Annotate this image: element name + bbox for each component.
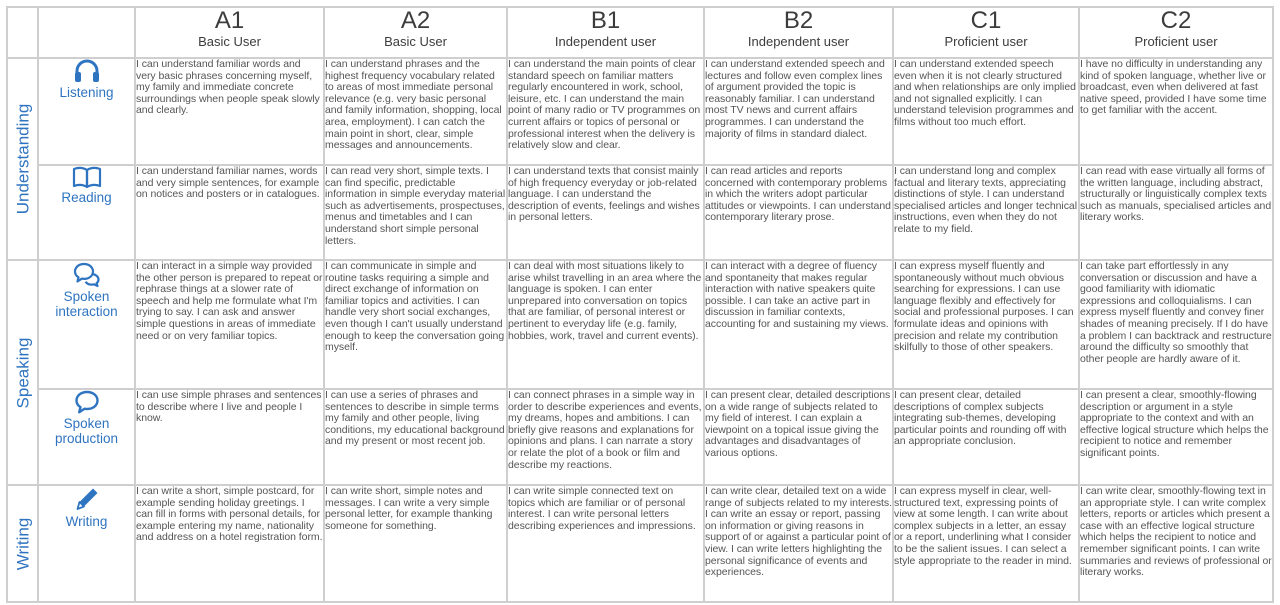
level-code: C1	[970, 7, 1002, 34]
skill-name-line1: Spoken	[63, 416, 110, 431]
descriptor-spoken-production-a2: I can use a series of phrases and sentences to describe in simple terms my family and other people, living conditions, my educational background and my present or most recent job.	[324, 389, 507, 485]
descriptor-spoken-interaction-b2: I can interact with a degree of fluency and spontaneity that makes regular interaction with native speakers quite possible. I can take an active part in discussion in familiar contexts, accounting for and sustaining my views.	[704, 260, 893, 389]
group-label: Speaking	[13, 337, 33, 408]
skill-row-spoken-interaction	[7, 260, 1273, 389]
descriptor-spoken-interaction-a2: I can communicate in simple and routine tasks requiring a simple and direct exchange of information on familiar topics and activities. I can handle very short social exchanges, even though I can't usually understand enough to keep the conversation going myself.	[324, 260, 507, 389]
descriptor-listening-b1: I can understand the main points of clear standard speech on familiar matters regularly encountered in work, school, leisure, etc. I can understand the main point of many radio or TV programmes on current affairs or topics of personal or professional interest when the delivery is relatively slow and clear.	[507, 58, 704, 165]
empty-corner-cell	[7, 7, 38, 58]
skill-row-listening	[7, 58, 1273, 165]
level-label: Proficient user	[1134, 34, 1218, 49]
skill-reading	[38, 165, 135, 260]
descriptor-listening-c1: I can understand extended speech even when it is not clearly structured and when relationships are only implied and not signalled explicitly. I can understand television programmes and films without too much effort.	[893, 58, 1079, 165]
group-label: Understanding	[13, 103, 33, 215]
descriptor-spoken-production-b1: I can connect phrases in a simple way in order to describe experiences and events, my dreams, hopes and ambitions. I can briefly give reasons and explanations for opinions and plans. I can narrate a story or relate the plot of a book or film and describe my reactions.	[507, 389, 704, 485]
group-speaking	[7, 260, 38, 485]
descriptor-reading-b2: I can read articles and reports concerned with contemporary problems in which the writers adopt particular attitudes or viewpoints. I can understand contemporary literary prose.	[704, 165, 893, 260]
level-header-a1	[135, 7, 324, 58]
level-header-a2	[324, 7, 507, 58]
level-code: A2	[400, 7, 431, 34]
descriptor-spoken-interaction-c1: I can express myself fluently and spontaneously without much obvious searching for expressions. I can use language flexibly and effectively for social and professional purposes. I can formulate ideas and opinions with precision and relate my contribution skilfully to those of other speakers.	[893, 260, 1079, 389]
level-label: Proficient user	[944, 34, 1028, 49]
descriptor-reading-a1: I can understand familiar names, words and very simple sentences, for example on notices and posters or in catalogues.	[135, 165, 324, 260]
open-book-icon	[72, 166, 102, 188]
level-code: C2	[1160, 7, 1192, 34]
skill-name-line2: interaction	[55, 304, 118, 319]
descriptor-writing-a1: I can write a short, simple postcard, for example sending holiday greetings. I can fill in forms with personal details, for example entering my name, nationality and address on a hotel registration form.	[135, 485, 324, 602]
descriptor-reading-c1: I can understand long and complex factual and literary texts, appreciating distinctions of style. I can understand specialised articles and longer technical instructions, even when they do not relate to my field.	[893, 165, 1079, 260]
skill-row-writing	[7, 485, 1273, 602]
group-label: Writing	[13, 517, 33, 570]
empty-skill-header-cell	[38, 7, 135, 58]
descriptor-spoken-production-c1: I can present clear, detailed descriptions of complex subjects integrating sub-themes, developing particular points and rounding off with an appropriate conclusion.	[893, 389, 1079, 485]
descriptor-spoken-production-a1: I can use simple phrases and sentences to describe where I live and people I know.	[135, 389, 324, 485]
descriptor-reading-b1: I can understand texts that consist mainly of high frequency everyday or job-related language. I can understand the description of events, feelings and wishes in personal letters.	[507, 165, 704, 260]
header-row	[7, 7, 1273, 58]
group-understanding	[7, 58, 38, 260]
level-label: Independent user	[747, 34, 850, 49]
level-code: B2	[783, 7, 814, 34]
level-header-b1	[507, 7, 704, 58]
descriptor-writing-c2: I can write clear, smoothly-flowing text in an appropriate style. I can write complex letters, reports or articles which present a case with an effective logical structure which helps the recipient to notice and remember significant points. I can write summaries and reviews of professional or literary works.	[1079, 485, 1273, 602]
descriptor-writing-b1: I can write simple connected text on topics which are familiar or of personal interest. I can write personal letters describing experiences and impressions.	[507, 485, 704, 602]
descriptor-spoken-production-b2: I can present clear, detailed descriptions on a wide range of subjects related to my field of interest. I can explain a viewpoint on a topical issue giving the advantages and disadvantages of various options.	[704, 389, 893, 485]
descriptor-writing-a2: I can write short, simple notes and messages. I can write a very simple personal letter, for example thanking someone for something.	[324, 485, 507, 602]
descriptor-writing-b2: I can write clear, detailed text on a wide range of subjects related to my interests. I can write an essay or report, passing on information or giving reasons in support of or against a particular point of view. I can write letters highlighting the personal significance of events and experiences.	[704, 485, 893, 602]
speech-bubble-icon	[74, 390, 100, 414]
level-label: Basic User	[198, 34, 261, 49]
chat-bubbles-icon	[73, 261, 101, 287]
descriptor-spoken-interaction-a1: I can interact in a simple way provided the other person is prepared to repeat or rephrase things at a slower rate of speech and help me formulate what I'm trying to say. I can ask and answer simple questions in areas of immediate need or on very familiar topics.	[135, 260, 324, 389]
skill-name: Reading	[61, 190, 112, 205]
descriptor-spoken-interaction-c2: I can take part effortlessly in any conversation or discussion and have a good familiarity with idiomatic expressions and colloquialisms. I can express myself fluently and convey finer shades of meaning precisely. If I do have a problem I can backtrack and restructure around the difficulty so smoothly that other people are hardly aware of it.	[1079, 260, 1273, 389]
descriptor-spoken-interaction-b1: I can deal with most situations likely to arise whilst travelling in an area where the language is spoken. I can enter unprepared into conversation on topics that are familiar, of personal interest or pertinent to everyday life (e.g. family, hobbies, work, travel and current events).	[507, 260, 704, 389]
level-label: Independent user	[554, 34, 657, 49]
skill-listening	[38, 58, 135, 165]
skill-name-line1: Spoken	[63, 289, 110, 304]
skill-spoken-production	[38, 389, 135, 485]
level-code: A1	[214, 7, 245, 34]
skill-spoken-interaction	[38, 260, 135, 389]
level-header-b2	[704, 7, 893, 58]
descriptor-reading-a2: I can read very short, simple texts. I can find specific, predictable information in simple everyday material such as advertisements, prospectuses, menus and timetables and I can understand short simple personal letters.	[324, 165, 507, 260]
group-writing	[7, 485, 38, 602]
cefr-self-assessment-grid	[6, 6, 1274, 603]
level-label: Basic User	[384, 34, 447, 49]
descriptor-reading-c2: I can read with ease virtually all forms of the written language, including abstract, structurally or linguistically complex texts such as manuals, specialised articles and literary works.	[1079, 165, 1273, 260]
level-header-c1	[893, 7, 1079, 58]
descriptor-spoken-production-c2: I can present a clear, smoothly-flowing description or argument in a style appropriate to the context and with an effective logical structure which helps the recipient to notice and remember significant points.	[1079, 389, 1273, 485]
skill-row-spoken-production	[7, 389, 1273, 485]
skill-name: Listening	[59, 85, 114, 100]
descriptor-writing-c1: I can express myself in clear, well-structured text, expressing points of view at some length. I can write about complex subjects in a letter, an essay or a report, underlining what I consider to be the salient issues. I can select a style appropriate to the reader in mind.	[893, 485, 1079, 602]
level-code: B1	[590, 7, 621, 34]
skill-name: Writing	[65, 514, 108, 529]
descriptor-listening-a1: I can understand familiar words and very basic phrases concerning myself, my family and immediate concrete surroundings when people speak slowly and clearly.	[135, 58, 324, 165]
level-header-c2	[1079, 7, 1273, 58]
descriptor-listening-c2: I have no difficulty in understanding any kind of spoken language, whether live or broadcast, even when delivered at fast native speed, provided I have some time to get familiar with the accent.	[1079, 58, 1273, 165]
descriptor-listening-a2: I can understand phrases and the highest frequency vocabulary related to areas of most immediate personal relevance (e.g. very basic personal and family information, shopping, local area, employment). I can catch the main point in short, clear, simple messages and announcements.	[324, 58, 507, 165]
headphones-icon	[73, 59, 101, 83]
descriptor-listening-b2: I can understand extended speech and lectures and follow even complex lines of argument provided the topic is reasonably familiar. I can understand most TV news and current affairs programmes. I can understand the majority of films in standard dialect.	[704, 58, 893, 165]
skill-row-reading	[7, 165, 1273, 260]
skill-name-line2: production	[54, 431, 119, 446]
pencil-icon	[74, 486, 100, 512]
skill-writing	[38, 485, 135, 602]
